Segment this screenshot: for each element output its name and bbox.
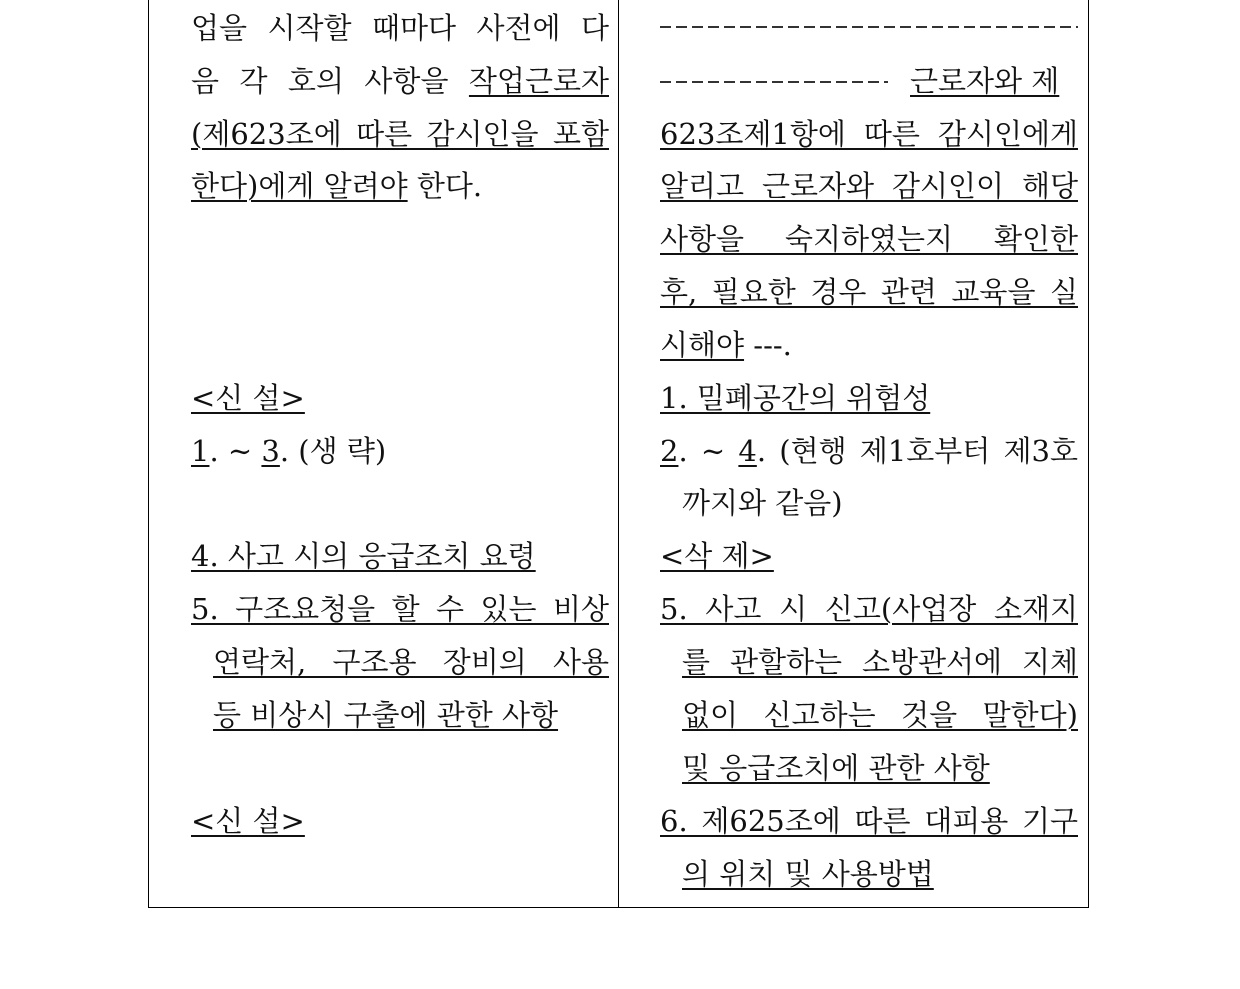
left-para-line-4: 한다)에게 알려야 한다.	[191, 169, 483, 203]
right-item-5-line-3: 없이 신고하는 것을 말한다)	[682, 698, 1078, 732]
left-item-5-line-2: 연락처, 구조용 장비의 사용	[213, 645, 609, 679]
right-para-line-4: 알리고 근로자와 감시인이 해당	[660, 169, 1078, 203]
right-item-6-line-1: 6. 제625조에 따른 대피용 기구	[660, 804, 1078, 838]
right-item-1: 1. 밀폐공간의 위험성	[660, 381, 931, 415]
right-para-line-2: 근로자와 제	[910, 64, 1060, 98]
right-para-line-5: 사항을 숙지하였는지 확인한	[660, 222, 1078, 256]
right-items-2-4-line-2: 까지와 같음)	[682, 486, 843, 520]
omitted-text-dashes	[660, 81, 888, 83]
right-item-5-line-2: 를 관할하는 소방관서에 지체	[682, 645, 1078, 679]
right-para-line-3: 623조제1항에 따른 감시인에게	[660, 117, 1078, 151]
omitted-text-dashes	[660, 26, 1078, 28]
left-para-line-2: 음 각 호의 사항을 작업근로자	[191, 64, 609, 98]
left-para-line-3: (제623조에 따른 감시인을 포함	[191, 117, 609, 151]
new-provision-marker: <신 설>	[191, 381, 305, 415]
left-item-5-line-3: 등 비상시 구출에 관한 사항	[213, 698, 559, 732]
right-items-2-4: 2. ∼ 4. (현행 제1호부터 제3호	[660, 434, 1078, 468]
deleted-provision-marker: <삭 제>	[660, 539, 774, 573]
left-item-4: 4. 사고 시의 응급조치 요령	[191, 539, 536, 573]
right-para-line-7: 시해야 ---.	[660, 328, 792, 362]
right-item-5-line-1: 5. 사고 시 신고(사업장 소재지	[660, 592, 1078, 626]
right-item-6-line-2: 의 위치 및 사용방법	[682, 857, 934, 891]
column-divider	[618, 0, 619, 907]
left-para-line-1: 업을 시작할 때마다 사전에 다	[191, 11, 609, 45]
right-para-line-6: 후, 필요한 경우 관련 교육을 실	[660, 275, 1078, 309]
new-provision-marker: <신 설>	[191, 804, 305, 838]
right-item-5-line-4: 및 응급조치에 관한 사항	[682, 751, 990, 785]
amendment-comparison-table	[148, 0, 1089, 908]
left-item-5-line-1: 5. 구조요청을 할 수 있는 비상	[191, 592, 609, 626]
left-items-1-3: 1. ∼ 3. (생 략)	[191, 434, 387, 468]
